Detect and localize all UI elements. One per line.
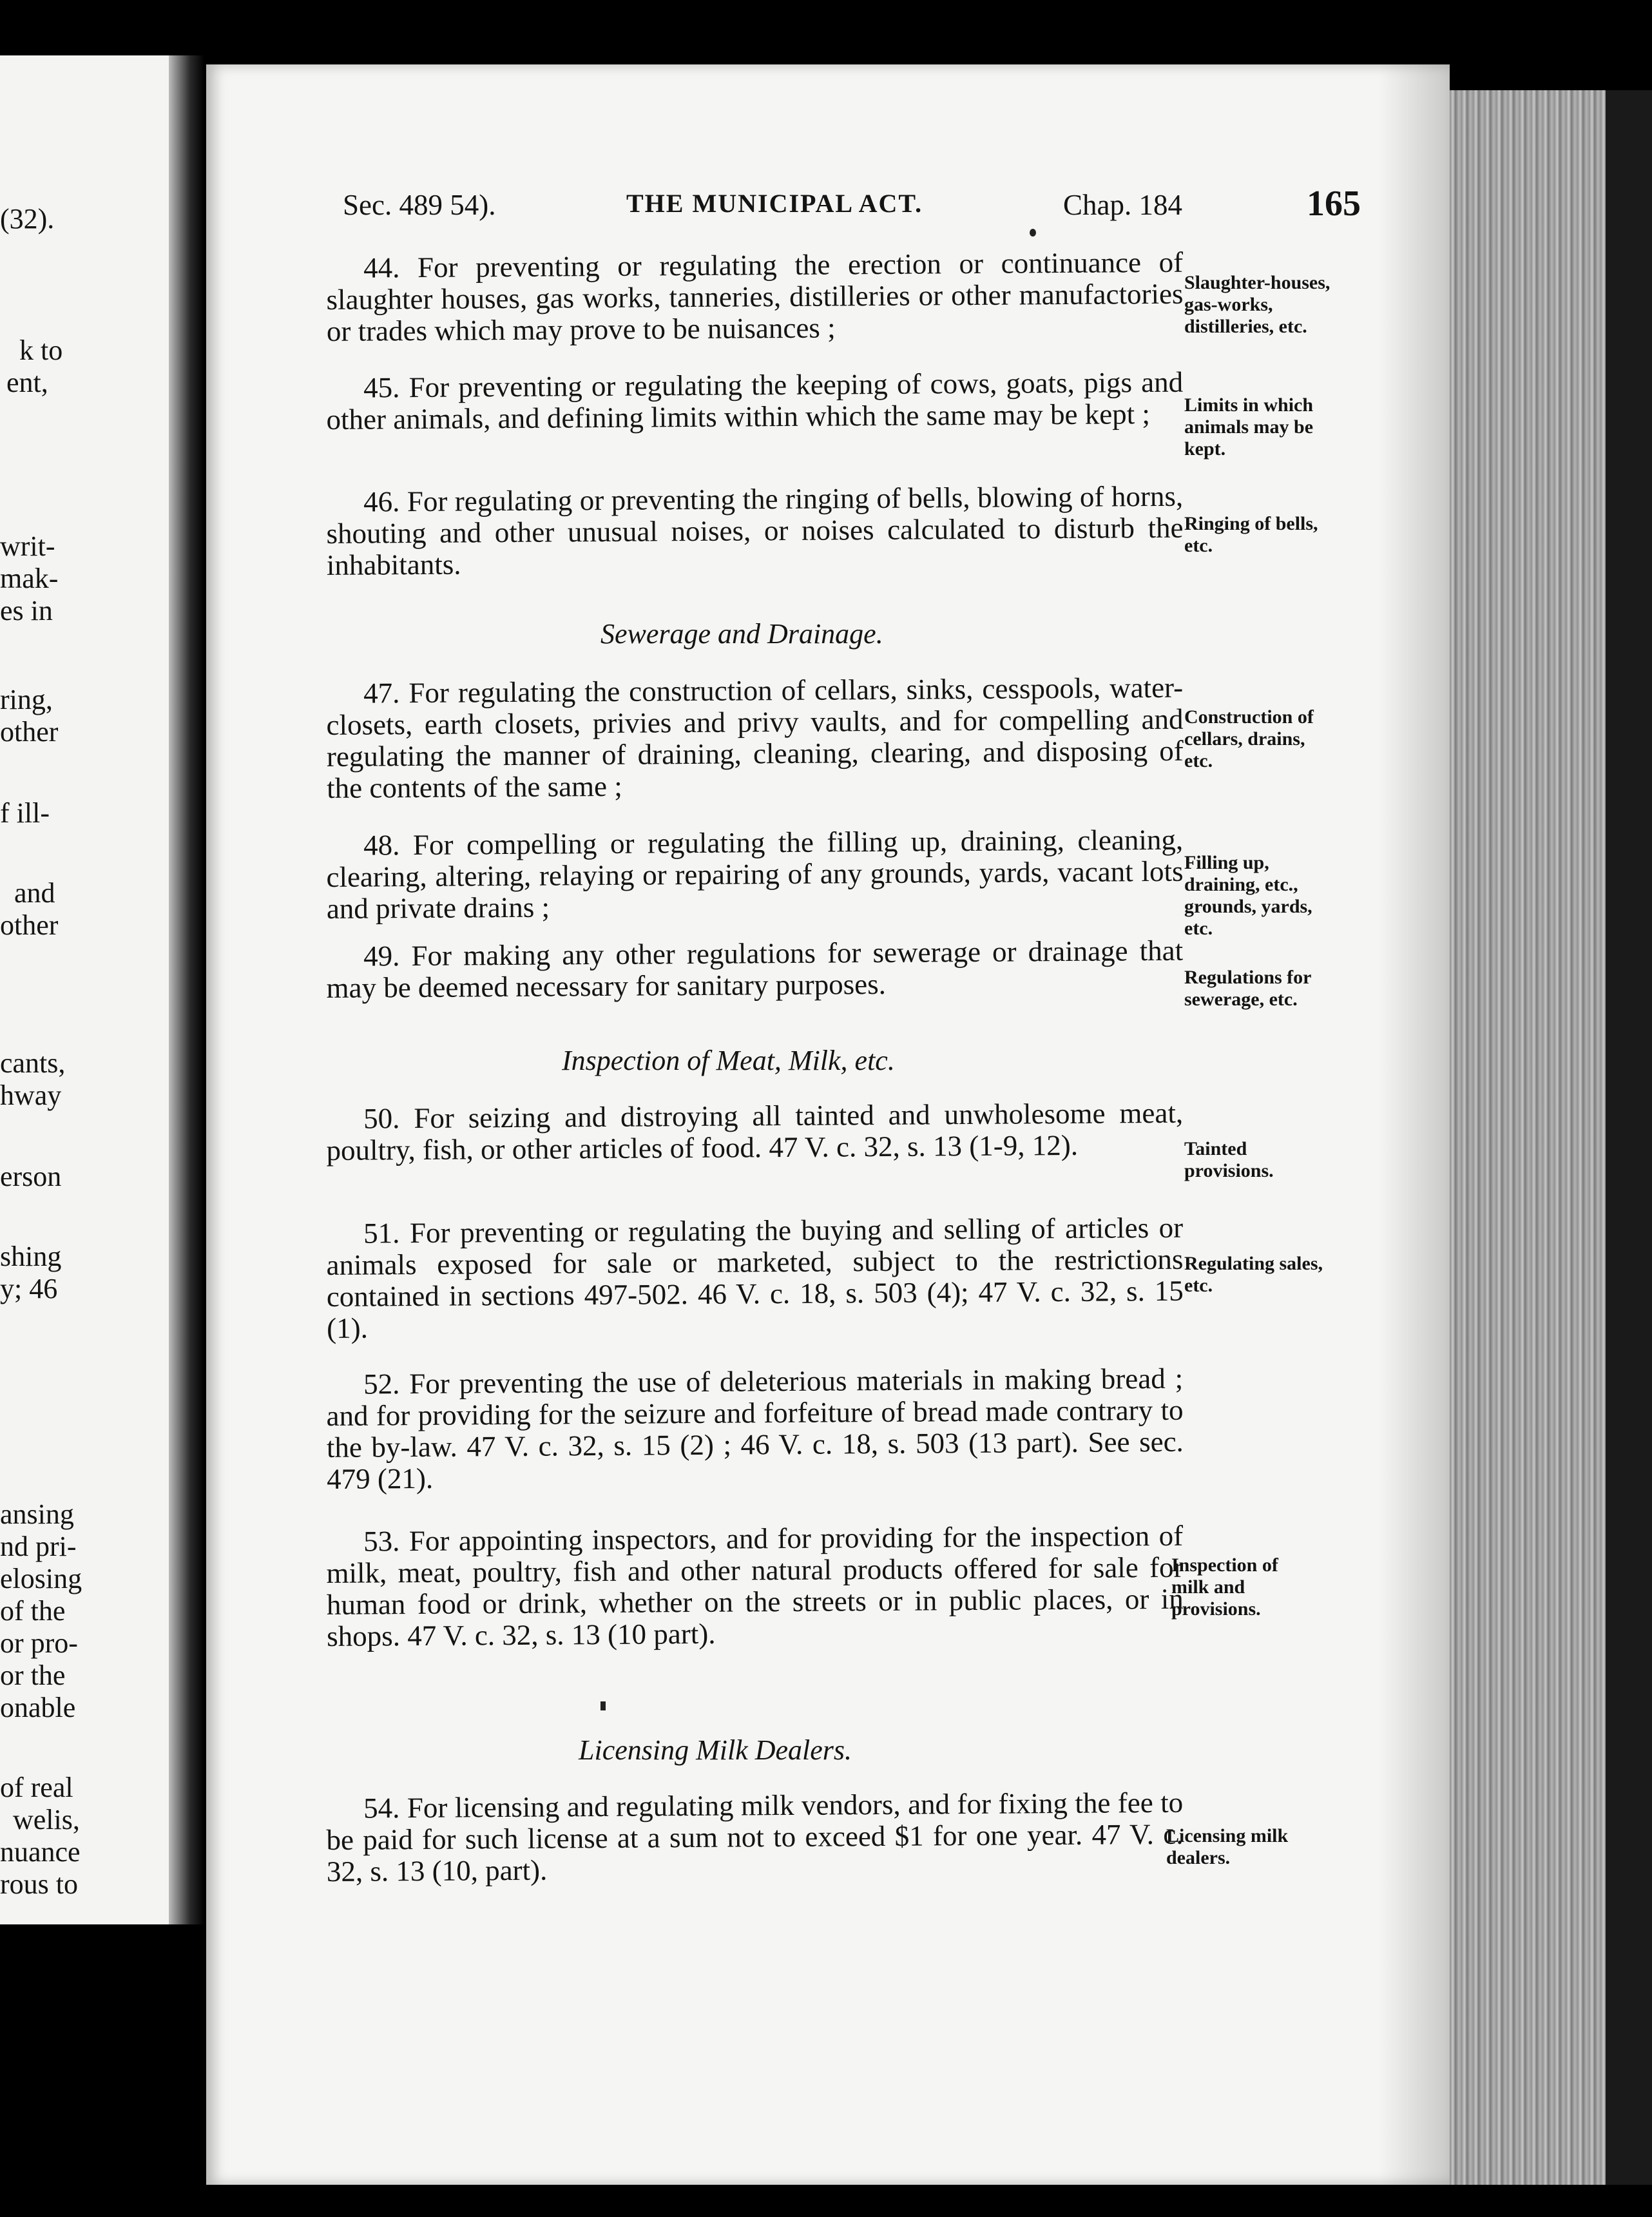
paragraph-49: 49. For making any other regulations for sewerage or drainage that may be deemed necessary for sanitary purposes. bbox=[326, 934, 1184, 1004]
left-fragment: k to bbox=[19, 334, 63, 366]
page-number: 165 bbox=[1307, 184, 1361, 224]
margin-note: Construction of cellars, drains, etc. bbox=[1184, 706, 1314, 771]
left-fragment: hway bbox=[0, 1079, 62, 1111]
left-fragment: writ- bbox=[0, 530, 55, 562]
section-heading-licensing: Licensing Milk Dealers. bbox=[579, 1734, 852, 1766]
paragraph-50: 50. For seizing and distroying all tainted and unwholesome meat, poultry, fish, or other articles of food. 47 V. c. 32, s. 13 (1-9, 12). bbox=[326, 1096, 1184, 1167]
left-fragment: cants, bbox=[0, 1047, 66, 1079]
paragraph-44: 44. For preventing or regulating the erection or continuance of slaughter houses, gas works, tanneries, distilleries or other manufactories or trades which may prove to be nuisances ; bbox=[326, 246, 1184, 347]
left-fragment: shing bbox=[0, 1241, 62, 1272]
left-fragment: and bbox=[14, 877, 55, 909]
left-fragment: f ill- bbox=[0, 797, 50, 829]
left-fragment: or the bbox=[0, 1660, 66, 1691]
left-fragment: elosing bbox=[0, 1563, 82, 1594]
left-fragment: ansing bbox=[0, 1498, 74, 1530]
left-fragment: ring, bbox=[0, 684, 53, 715]
margin-note: Inspection of milk and provisions. bbox=[1171, 1554, 1278, 1620]
margin-note: Limits in which animals may be kept. bbox=[1184, 394, 1314, 460]
left-fragment: nd pri- bbox=[0, 1531, 77, 1562]
page-edges bbox=[1450, 90, 1608, 2185]
margin-note: Regulations for sewerage, etc. bbox=[1184, 967, 1311, 1010]
running-header-title: THE MUNICIPAL ACT. bbox=[626, 189, 923, 218]
paragraph-52: 52. For preventing the use of deleterious materials in making bread ; and for providing for the seizure and forfeiture of bread made contrary to the by-law. 47 V. c. 32, s. 15 (2) ; 46 V. c. 18, s. 503 (13 part). See sec. 479 (21). bbox=[326, 1362, 1184, 1495]
paragraph-48: 48. For compelling or regulating the filling up, draining, cleaning, clearing, altering, relaying or repairing of any grounds, yards, vacant lots and private drains ; bbox=[326, 823, 1184, 925]
paragraph-51: 51. For preventing or regulating the buying and selling of articles or animals exposed for sale or marketed, subject to the restrictions contained in sections 497-502. 46 V. c. 18, s. 503 (4); 47 V. c. 32, s. 15 (1). bbox=[326, 1211, 1184, 1344]
paragraph-53: 53. For appointing inspectors, and for providing for the inspection of milk, meat, poultry, fish and other natural products offered for sale for human food or drink, whether on the streets or in public places, or in shops. 47 V. c. 32, s. 13 (10 part). bbox=[326, 1519, 1184, 1652]
left-fragment: erson bbox=[0, 1161, 62, 1192]
margin-note: Slaughter-houses, gas-works, distilleries, etc. bbox=[1184, 272, 1330, 337]
left-fragment: other bbox=[0, 716, 59, 748]
paragraph-54: 54. For licensing and regulating milk vendors, and for fixing the fee to be paid for such license at a sum not to exceed $1 for one year. 47 V. c. 32, s. 13 (10, part). bbox=[326, 1786, 1184, 1888]
left-fragment: ent, bbox=[6, 367, 48, 398]
left-fragment: nuance bbox=[0, 1836, 81, 1868]
left-fragment: of the bbox=[0, 1595, 66, 1627]
left-page bbox=[0, 55, 182, 1924]
left-fragment: or pro- bbox=[0, 1627, 78, 1659]
ink-speck bbox=[600, 1701, 606, 1710]
section-heading-inspection: Inspection of Meat, Milk, etc. bbox=[562, 1045, 895, 1076]
page-curve-shadow bbox=[1379, 64, 1450, 2185]
left-fragment: y; 46 bbox=[0, 1273, 58, 1304]
margin-note: Regulating sales, etc. bbox=[1184, 1253, 1323, 1296]
left-fragment: other bbox=[0, 909, 59, 941]
paragraph-45: 45. For preventing or regulating the keeping of cows, goats, pigs and other animals, and defining limits within which the same may be kept ; bbox=[326, 365, 1184, 436]
margin-note: Tainted provisions. bbox=[1184, 1138, 1274, 1181]
left-fragment: rous to bbox=[0, 1868, 78, 1900]
left-fragment: welis, bbox=[13, 1804, 80, 1835]
margin-note: Ringing of bells, etc. bbox=[1184, 513, 1318, 556]
running-header-chapter: Chap. 184 bbox=[1063, 189, 1182, 221]
paragraph-46: 46. For regulating or preventing the ringing of bells, blowing of horns, shouting and other unusual noises, or noises calculated to disturb the inhabitants. bbox=[326, 479, 1184, 581]
left-fragment: (32). bbox=[0, 203, 55, 235]
left-fragment: mak- bbox=[0, 563, 59, 594]
margin-note: Licensing milk dealers. bbox=[1166, 1825, 1289, 1868]
book-edge bbox=[1606, 90, 1652, 2185]
ink-speck bbox=[1030, 229, 1036, 237]
left-fragment: of real bbox=[0, 1772, 73, 1803]
section-heading-sewerage: Sewerage and Drainage. bbox=[600, 618, 883, 650]
book-gutter-shadow bbox=[169, 55, 204, 1924]
left-fragment: es in bbox=[0, 595, 53, 626]
running-header-section: Sec. 489 54). bbox=[343, 189, 496, 221]
paragraph-47: 47. For regulating the construction of cellars, sinks, cesspools, water-closets, earth closets, privies and privy vaults, and for compelling and regulating the manner of draining, cleaning, clearing, and disposing of the contents of the same ; bbox=[326, 671, 1184, 804]
left-fragment: onable bbox=[0, 1692, 76, 1723]
margin-note: Filling up, draining, etc., grounds, yards, etc. bbox=[1184, 852, 1312, 939]
